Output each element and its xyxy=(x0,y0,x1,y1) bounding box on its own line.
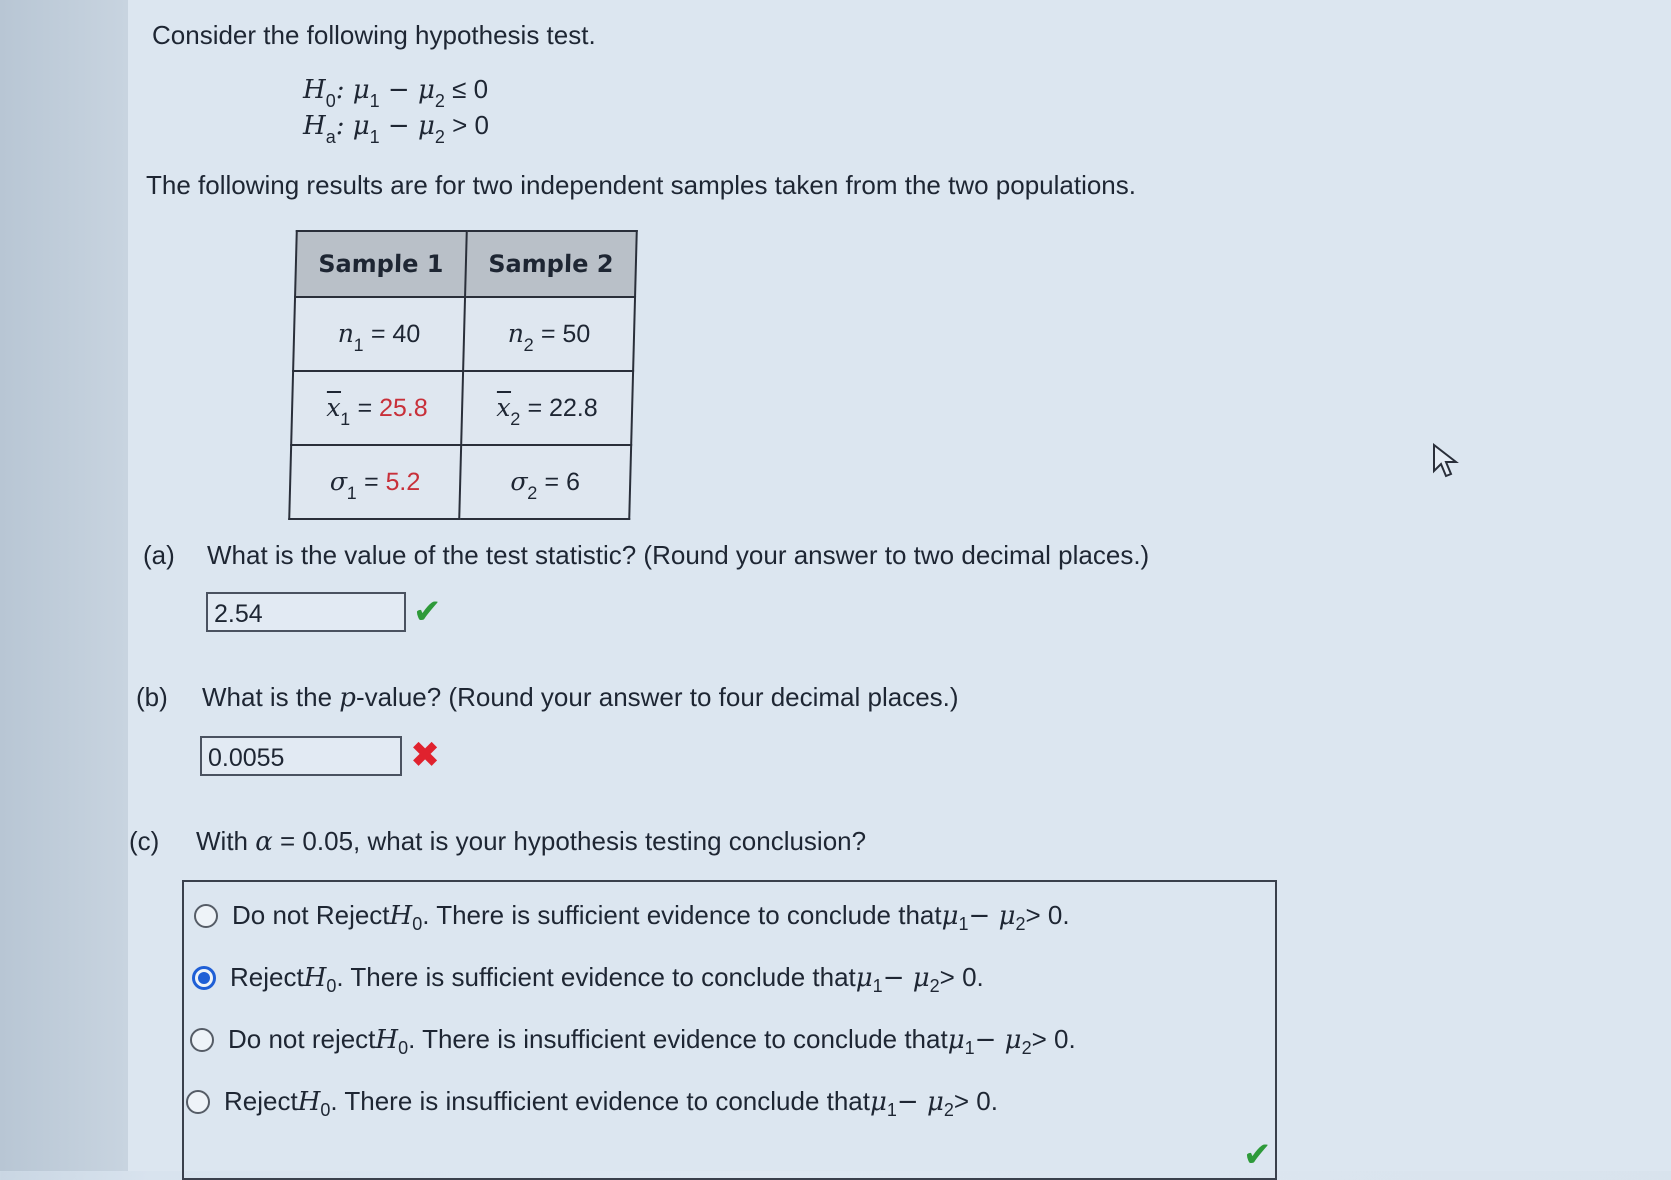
radio-button[interactable] xyxy=(190,1028,214,1052)
part-c-question: With α = 0.05, what is your hypothesis testing conclusion? xyxy=(196,826,867,857)
test-statistic-input[interactable]: 2.54 xyxy=(206,592,406,632)
cell-xbar1: $\overline{x}_1 = 25.8$ xyxy=(291,371,463,445)
option-reject-sufficient[interactable]: Reject H 0 . There is sufficient evidence to conclude that μ 1 − μ 2 > 0. xyxy=(192,962,984,993)
null-hypothesis: $H_0$: $\mu_1 - \mu_2 \le 0$ xyxy=(303,74,489,111)
cell-xbar2: $\overline{x}_2 = 22.8$ xyxy=(461,371,633,445)
check-icon: ✔ xyxy=(1243,1136,1272,1174)
header-sample-1: Sample 1 xyxy=(295,231,467,297)
intro-text: Consider the following hypothesis test. xyxy=(152,20,596,50)
check-icon: ✔ xyxy=(413,593,442,631)
cell-n1: $n_1 = 40$ xyxy=(293,297,465,371)
option-reject-insufficient[interactable]: Reject H 0 . There is insufficient evidence to conclude that μ 1 − μ 2 > 0. xyxy=(186,1086,998,1117)
part-a-question: What is the value of the test statistic? (Round your answer to two decimal places.) xyxy=(207,540,1150,570)
radio-button[interactable] xyxy=(186,1090,210,1114)
option-do-not-reject-sufficient[interactable]: Do not Reject H 0 . There is sufficient evidence to conclude that μ 1 − μ 2 > 0. xyxy=(194,900,1070,931)
part-c-label: (c) xyxy=(129,826,160,856)
cell-sigma1: $\sigma_1 = 5.2$ xyxy=(289,445,461,519)
mouse-pointer-icon xyxy=(1432,443,1462,479)
option-do-not-reject-insufficient[interactable]: Do not reject H 0 . There is insufficient evidence to conclude that μ 1 − μ 2 > 0. xyxy=(190,1024,1076,1055)
radio-button[interactable] xyxy=(194,904,218,928)
part-a-label: (a) xyxy=(143,540,175,570)
p-value-input[interactable]: 0.0055 xyxy=(200,736,402,776)
header-sample-2: Sample 2 xyxy=(465,231,637,297)
cell-sigma2: $\sigma_2 = 6$ xyxy=(459,445,631,519)
sample-table xyxy=(288,230,638,520)
alternative-hypothesis: $H_a$: $\mu_1 - \mu_2 > 0$ xyxy=(303,110,489,147)
part-b-question: What is the p-value? (Round your answer to four decimal places.) xyxy=(202,682,959,713)
cell-n2: $n_2 = 50$ xyxy=(463,297,635,371)
cross-icon: ✖ xyxy=(410,734,441,775)
part-b-label: (b) xyxy=(136,682,168,712)
conclusion-options xyxy=(182,880,1277,1180)
page-edge-shadow xyxy=(0,0,128,1171)
results-description: The following results are for two independent samples taken from the two populations. xyxy=(146,170,1136,200)
radio-button-selected[interactable] xyxy=(192,966,216,990)
